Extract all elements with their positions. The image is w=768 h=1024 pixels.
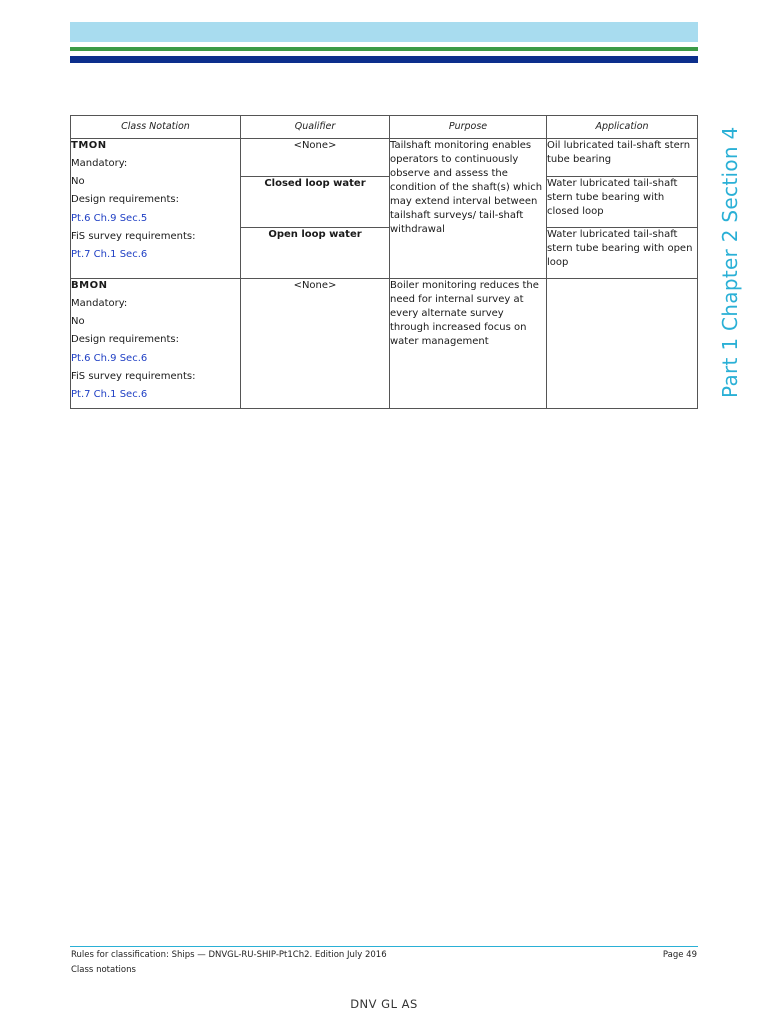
header-application: Application xyxy=(547,116,698,139)
footer-page-number: Page 49 xyxy=(662,950,697,960)
mandatory-value: No xyxy=(71,316,85,328)
table-row-bmon xyxy=(71,279,698,409)
application-cell xyxy=(547,279,698,409)
tmon-notation-cell xyxy=(71,139,241,279)
class-notation-table xyxy=(70,115,698,409)
header-band-light xyxy=(70,22,698,42)
company-name: DNV GL AS xyxy=(350,997,418,1011)
header-band-navy xyxy=(70,56,698,63)
header-purpose: Purpose xyxy=(390,116,547,139)
footer-document-title: Rules for classification: Ships — DNVGL-RU-SHIP-Pt1Ch2. Edition July 2016 xyxy=(71,950,387,960)
design-requirements-label: Design requirements: xyxy=(71,194,179,206)
header-class-notation: Class Notation xyxy=(71,116,241,139)
purpose-cell: Boiler monitoring reduces the need for internal survey at every alternate survey through increased focus on water management xyxy=(390,279,547,409)
footer-chapter-title: Class notations xyxy=(71,965,136,975)
section-side-title: Part 1 Chapter 2 Section 4 xyxy=(718,126,742,398)
survey-requirements-label: FiS survey requirements: xyxy=(71,230,196,242)
header-band-green xyxy=(70,47,698,51)
qualifier-cell: <None> xyxy=(241,279,390,409)
table-header-row xyxy=(71,116,698,139)
header-qualifier: Qualifier xyxy=(241,116,390,139)
notation-name: TMON xyxy=(71,140,107,151)
design-requirements-link[interactable]: Pt.6 Ch.9 Sec.6 xyxy=(71,352,148,364)
purpose-cell: Tailshaft monitoring enables operators to continuously observe and assess the condition of the shaft(s) which may extend interval between tailshaft surveys/ tail-shaft withdrawal xyxy=(390,139,547,279)
application-cell: Water lubricated tail-shaft stern tube bearing with closed loop xyxy=(547,177,698,228)
mandatory-label: Mandatory: xyxy=(71,298,128,309)
survey-requirements-link[interactable]: Pt.7 Ch.1 Sec.6 xyxy=(71,388,148,400)
design-requirements-label: Design requirements: xyxy=(71,334,179,346)
application-cell: Oil lubricated tail-shaft stern tube bearing xyxy=(547,139,698,177)
design-requirements-link[interactable]: Pt.6 Ch.9 Sec.5 xyxy=(71,212,148,224)
bmon-notation-cell xyxy=(71,279,241,409)
application-cell: Water lubricated tail-shaft stern tube bearing with open loop xyxy=(547,228,698,279)
survey-requirements-link[interactable]: Pt.7 Ch.1 Sec.6 xyxy=(71,248,148,260)
qualifier-cell: <None> xyxy=(241,139,390,177)
footer-divider xyxy=(70,946,698,947)
mandatory-label: Mandatory: xyxy=(71,158,128,169)
table-row-tmon-none xyxy=(71,139,698,177)
qualifier-cell: Open loop water xyxy=(241,228,390,279)
notation-name: BMON xyxy=(71,280,108,291)
survey-requirements-label: FiS survey requirements: xyxy=(71,370,196,382)
qualifier-cell: Closed loop water xyxy=(241,177,390,228)
mandatory-value: No xyxy=(71,176,85,188)
